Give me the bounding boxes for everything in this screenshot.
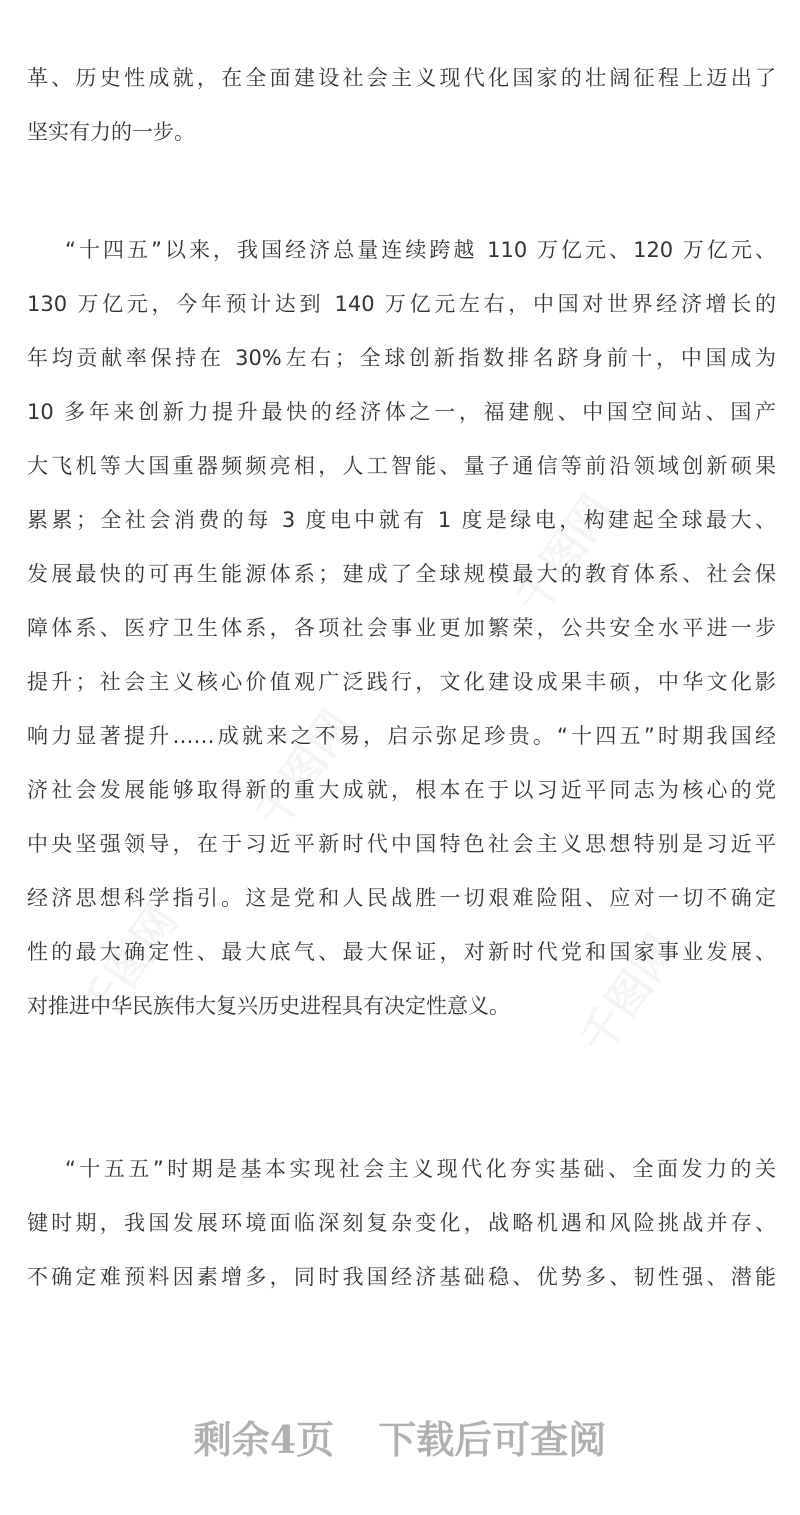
paragraph-2 <box>0 223 800 1033</box>
text-line: 性的最大确定性、最大底气、最大保证，对新时代党和国家事业发展、 <box>27 940 776 964</box>
text-line: 键时期，我国发展环境面临深刻复杂变化，战略机遇和风险挑战并存、 <box>27 1211 776 1235</box>
text-line: 大飞机等大国重器频频亮相，人工智能、量子通信等前沿领域创新硕果 <box>27 454 776 478</box>
paragraph-1 <box>0 51 800 159</box>
text-line: “十四五”以来，我国经济总量连续跨越 110 万亿元、120 万亿元、 <box>65 238 776 262</box>
text-line: 坚实有力的一步。 <box>27 120 195 144</box>
paragraph-3 <box>0 1142 800 1304</box>
text-line: 年均贡献率保持在 30%左右；全球创新指数排名跻身前十，中国成为 <box>27 346 776 370</box>
text-line: 对推进中华民族伟大复兴历史进程具有决定性意义。 <box>27 994 510 1018</box>
text-line: 发展最快的可再生能源体系；建成了全球规模最大的教育体系、社会保 <box>27 562 776 586</box>
download-hint-label: 下载后可查阅 <box>378 1417 607 1462</box>
text-line: 响力显著提升……成就来之不易，启示弥足珍贵。“十四五”时期我国经 <box>27 724 776 748</box>
text-line: 不确定难预料因素增多，同时我国经济基础稳、优势多、韧性强、潜能 <box>27 1265 776 1289</box>
text-line: 累累；全社会消费的每 3 度电中就有 1 度是绿电，构建起全球最大、 <box>27 508 776 532</box>
text-line: 130 万亿元，今年预计达到 140 万亿元左右，中国对世界经济增长的 <box>27 292 776 316</box>
text-line: 提升；社会主义核心价值观广泛践行，文化建设成果丰硕，中华文化影 <box>27 670 776 694</box>
text-line: “十五五”时期是基本实现社会主义现代化夯实基础、全面发力的关 <box>65 1157 776 1181</box>
text-line: 济社会发展能够取得新的重大成就，根本在于以习近平同志为核心的党 <box>27 778 776 802</box>
text-line: 障体系、医疗卫生体系，各项社会事业更加繁荣，公共安全水平进一步 <box>27 616 776 640</box>
download-prompt[interactable] <box>0 1405 800 1475</box>
text-line: 经济思想科学指引。这是党和人民战胜一切艰难险阻、应对一切不确定 <box>27 886 776 910</box>
text-line: 中央坚强领导，在于习近平新时代中国特色社会主义思想特别是习近平 <box>27 832 776 856</box>
remaining-pages-label: 剩余4页 <box>193 1417 335 1462</box>
text-line: 革、历史性成就，在全面建设社会主义现代化国家的壮阔征程上迈出了 <box>27 66 776 90</box>
text-line: 10 多年来创新力提升最快的经济体之一，福建舰、中国空间站、国产 <box>27 400 776 424</box>
